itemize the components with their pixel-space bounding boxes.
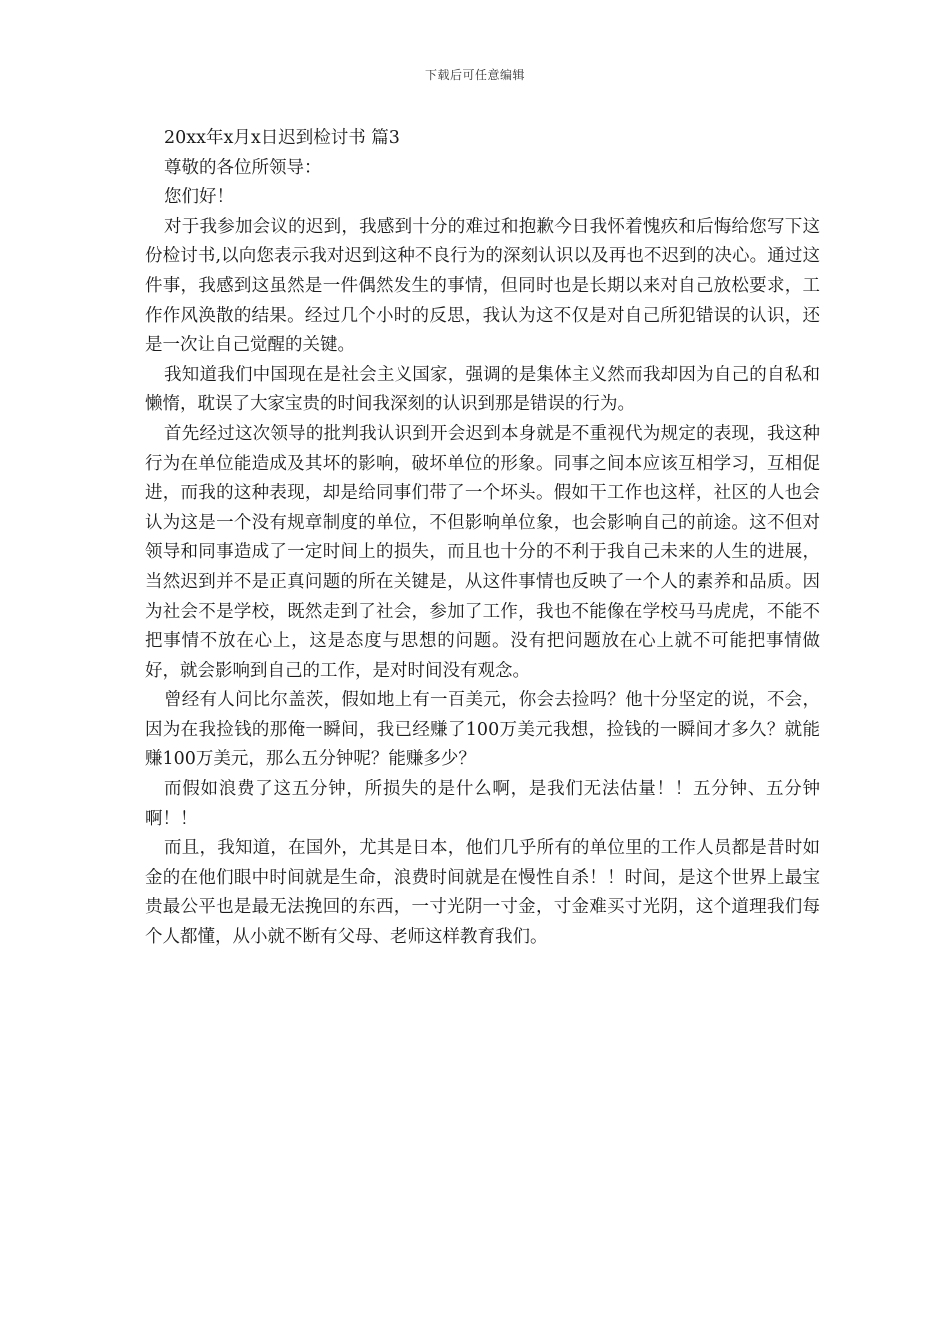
paragraph-1: 对于我参加会议的迟到，我感到十分的难过和抱歉今日我怀着愧疚和后悔给您写下这份检讨书,以向您表示我对迟到这种不良行为的深刻认识以及再也不迟到的决心。通过这件事，我感到这虽然是一件偶然发生的事情，但同时也是长期以来对自己放松要求，工作作风涣散的结果。经过几个小时的反思，我认为这不仅是对自己所犯错误的认识，还是一次让自己觉醒的关键。 [145,216,820,356]
greeting: 您们好！ [164,187,234,208]
salutation: 尊敬的各位所领导： [164,157,322,178]
document-title: 20xx年x月x日迟到检讨书 篇3 [164,128,400,148]
paragraph-3: 首先经过这次领导的批判我认识到开会迟到本身就是不重视代为规定的表现，我这种行为在单位能造成及其坏的影响，破坏单位的形象。同事之间本应该互相学习，互相促进，而我的这种表现，却是给同事们带了一个坏头。假如干工作也这样，社区的人也会认为这是一个没有规章制度的单位，不但影响单位象，也会影响自己的前途。这不但对领导和同事造成了一定时间上的损失，而且也十分的不利于我自己未来的人生的进展，当然迟到并不是正真问题的所在关键是，从这件事情也反映了一个人的素养和品质。因为社会不是学校，既然走到了社会，参加了工作，我也不能像在学校马马虎虎，不能不把事情不放在心上，这是态度与思想的问题。没有把问题放在心上就不可能把事情做好，就会影响到自己的工作，是对时间没有观念。 [145,423,820,681]
paragraph-5: 而假如浪费了这五分钟，所损失的是什么啊，是我们无法估量！！五分钟、五分钟啊！！ [145,779,820,829]
paragraph-2: 我知道我们中国现在是社会主义国家，强调的是集体主义然而我却因为自己的自私和懒惰，耽误了大家宝贵的时间我深刻的认识到那是错误的行为。 [145,364,820,415]
document-body [145,124,820,953]
paragraph-6: 而且，我知道，在国外，尤其是日本，他们几乎所有的单位里的工作人员都是昔时如金的在他们眼中时间就是生命，浪费时间就是在慢性自杀！！时间，是这个世界上最宝贵最公平也是最无法挽回的东西，一寸光阴一寸金，寸金难买寸光阴，这个道理我们每个人都懂，从小就不断有父母、老师这样教育我们。 [145,838,820,948]
paragraph-4: 曾经有人问比尔盖茨，假如地上有一百美元，你会去捡吗？他十分坚定的说，不会，因为在我捡钱的那俺一瞬间，我已经赚了100万美元我想，捡钱的一瞬间才多久？就能赚100万美元，那么五分钟呢？能赚多少？ [145,690,820,770]
page-header-note: 下载后可任意编辑 [424,68,525,82]
